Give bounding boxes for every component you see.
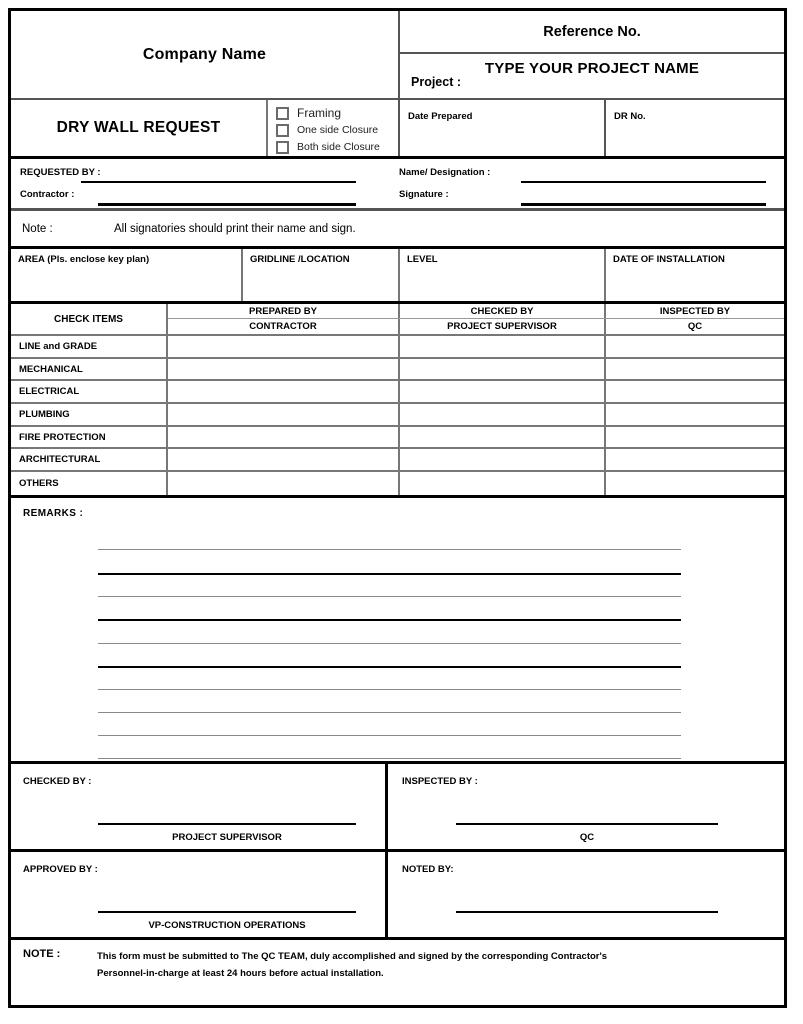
prepared-by-header: [168, 304, 400, 318]
cell-checked-by[interactable]: [400, 336, 606, 357]
checked-by-label: CHECKED BY :: [23, 775, 92, 787]
signatories-note-row: [11, 211, 784, 249]
reference-no-cell[interactable]: [400, 11, 784, 54]
remarks-line[interactable]: [98, 549, 681, 550]
form-title-cell: [11, 100, 268, 156]
check-items-header-groups: [168, 304, 784, 334]
remarks-line[interactable]: [98, 596, 681, 597]
cell-inspected-by[interactable]: [606, 427, 784, 448]
remarks-block[interactable]: [11, 498, 784, 764]
check-items-header-top-row: [168, 304, 784, 319]
cell-inspected-by[interactable]: [606, 472, 784, 495]
name-designation-input-rule[interactable]: [521, 181, 766, 183]
closure-type-checkbox-group: [268, 100, 400, 156]
bottom-note-body: [97, 948, 607, 983]
check-items-table-header: [11, 304, 784, 336]
form-header: [11, 11, 784, 159]
checkbox-row-one-side-closure[interactable]: [276, 122, 398, 139]
noted-by-label: NOTED BY:: [402, 863, 454, 875]
check-item-name-label: ARCHITECTURAL: [19, 454, 101, 466]
checkbox-both-side-closure-icon[interactable]: [276, 141, 289, 154]
level-cell[interactable]: [400, 249, 606, 301]
qc-subheader: [606, 319, 784, 334]
gridline-location-cell[interactable]: [243, 249, 400, 301]
dr-no-cell[interactable]: [606, 100, 784, 156]
checkbox-one-side-closure-icon[interactable]: [276, 124, 289, 137]
table-row: [11, 336, 784, 359]
check-items-table: [11, 304, 784, 498]
check-item-name-label: MECHANICAL: [19, 363, 83, 375]
remarks-line[interactable]: [98, 573, 681, 575]
inspected-by-header: [606, 304, 784, 318]
area-label: AREA (Pls. enclose key plan): [18, 254, 150, 265]
project-supervisor-subheader: [400, 319, 606, 334]
check-item-name: [11, 472, 168, 495]
cell-prepared-by[interactable]: [168, 404, 400, 425]
company-name-cell: [11, 11, 400, 98]
checkbox-one-side-closure-label: One side Closure: [297, 124, 379, 136]
note-text: All signatories should print their name and sign.: [114, 222, 356, 235]
cell-inspected-by[interactable]: [606, 449, 784, 470]
contractor-label: Contractor :: [20, 189, 75, 200]
project-cell[interactable]: [400, 54, 784, 98]
approved-by-label: APPROVED BY :: [23, 863, 98, 875]
remarks-line[interactable]: [98, 689, 681, 690]
cell-prepared-by[interactable]: [168, 359, 400, 380]
project-name-value: TYPE YOUR PROJECT NAME: [484, 60, 700, 77]
note-label: Note :: [22, 222, 53, 235]
cell-prepared-by[interactable]: [168, 336, 400, 357]
check-items-column-header: [11, 304, 168, 334]
inspected-by-caption: QC: [579, 831, 595, 843]
check-item-name: [11, 381, 168, 402]
checkbox-both-side-closure-label: Both side Closure: [297, 141, 380, 153]
contractor-input-rule[interactable]: [98, 203, 356, 206]
area-cell[interactable]: [11, 249, 243, 301]
inspected-by-signature-rule[interactable]: [456, 823, 718, 825]
level-label: LEVEL: [407, 254, 438, 265]
check-item-name: [11, 336, 168, 357]
signature-input-rule[interactable]: [521, 203, 766, 206]
cell-prepared-by[interactable]: [168, 472, 400, 495]
contractor-subheader: [168, 319, 400, 334]
requested-by-block: [11, 159, 784, 211]
table-row: [11, 381, 784, 404]
table-row: [11, 359, 784, 382]
remarks-line[interactable]: [98, 712, 681, 713]
dr-no-label: DR No.: [614, 111, 646, 122]
remarks-label: REMARKS :: [23, 507, 84, 519]
project-label: Project :: [411, 75, 462, 89]
form-title: DRY WALL REQUEST: [56, 119, 221, 136]
table-row: [11, 404, 784, 427]
remarks-line[interactable]: [98, 643, 681, 644]
checked-by-header: [400, 304, 606, 318]
checked-by-block[interactable]: [11, 764, 388, 849]
cell-checked-by[interactable]: [400, 449, 606, 470]
noted-by-signature-rule[interactable]: [456, 911, 718, 913]
name-designation-label: Name/ Designation :: [399, 167, 491, 178]
bottom-note-line-1: This form must be submitted to The QC TEAM, duly accomplished and signed by the corresponding Contractor's: [97, 950, 608, 962]
approved-by-signature-rule[interactable]: [98, 911, 356, 913]
check-item-name-label: PLUMBING: [19, 408, 70, 420]
table-row: [11, 472, 784, 495]
remarks-line[interactable]: [98, 758, 681, 759]
checked-by-caption: PROJECT SUPERVISOR: [172, 831, 282, 843]
inspected-by-header-label: INSPECTED BY: [659, 305, 731, 317]
requested-by-label: REQUESTED BY :: [20, 167, 101, 178]
cell-prepared-by[interactable]: [168, 449, 400, 470]
cell-inspected-by[interactable]: [606, 359, 784, 380]
cell-checked-by[interactable]: [400, 381, 606, 402]
form-title-row: [11, 98, 784, 156]
approved-by-block[interactable]: [11, 852, 388, 937]
check-item-name: [11, 449, 168, 470]
table-row: [11, 449, 784, 472]
cell-prepared-by[interactable]: [168, 381, 400, 402]
area-info-row: [11, 249, 784, 304]
cell-checked-by[interactable]: [400, 359, 606, 380]
date-prepared-label: Date Prepared: [408, 111, 473, 122]
remarks-line[interactable]: [98, 619, 681, 621]
cell-inspected-by[interactable]: [606, 404, 784, 425]
checked-inspected-signature-block: [11, 764, 784, 852]
cell-checked-by[interactable]: [400, 427, 606, 448]
check-item-name: [11, 359, 168, 380]
date-of-installation-cell[interactable]: [606, 249, 784, 301]
checked-by-signature-rule[interactable]: [98, 823, 356, 825]
check-items-header-label: CHECK ITEMS: [54, 313, 123, 325]
bottom-note-block: [11, 940, 784, 983]
check-item-name: [11, 427, 168, 448]
check-item-name-label: LINE and GRADE: [19, 340, 98, 352]
qc-subheader-label: QC: [687, 321, 703, 333]
reference-no-label: Reference No.: [543, 23, 641, 40]
check-item-name: [11, 404, 168, 425]
cell-prepared-by[interactable]: [168, 427, 400, 448]
check-item-name-label: ELECTRICAL: [19, 386, 80, 398]
gridline-location-label: GRIDLINE /LOCATION: [250, 254, 350, 265]
noted-by-block[interactable]: [388, 852, 784, 937]
checkbox-row-framing[interactable]: [276, 105, 398, 122]
date-prepared-cell[interactable]: [400, 100, 606, 156]
remarks-line[interactable]: [98, 735, 681, 736]
signature-label: Signature :: [399, 189, 449, 200]
requested-by-input-rule[interactable]: [81, 181, 356, 183]
dry-wall-request-form: [8, 8, 787, 1008]
checkbox-framing-icon[interactable]: [276, 107, 289, 120]
company-name: Company Name: [142, 45, 267, 63]
inspected-by-label: INSPECTED BY :: [402, 775, 478, 787]
checkbox-row-both-side-closure[interactable]: [276, 139, 398, 156]
bottom-note-line-2: Personnel-in-charge at least 24 hours before actual installation.: [97, 968, 384, 980]
checkbox-framing-label: Framing: [297, 106, 342, 120]
cell-checked-by[interactable]: [400, 404, 606, 425]
check-item-name-label: FIRE PROTECTION: [19, 431, 106, 443]
cell-inspected-by[interactable]: [606, 381, 784, 402]
bottom-note-label: NOTE :: [23, 947, 61, 960]
remarks-line[interactable]: [98, 666, 681, 668]
check-items-header-bottom-row: [168, 319, 784, 334]
inspected-by-block[interactable]: [388, 764, 784, 849]
reference-project-column: [400, 11, 784, 98]
approved-noted-signature-block: [11, 852, 784, 940]
table-row: [11, 427, 784, 450]
cell-checked-by[interactable]: [400, 472, 606, 495]
date-of-installation-label: DATE OF INSTALLATION: [613, 254, 725, 265]
checked-by-header-label: CHECKED BY: [470, 305, 534, 317]
contractor-subheader-label: CONTRACTOR: [249, 321, 317, 333]
cell-inspected-by[interactable]: [606, 336, 784, 357]
prepared-by-header-label: PREPARED BY: [249, 305, 317, 317]
project-supervisor-subheader-label: PROJECT SUPERVISOR: [447, 321, 557, 333]
check-item-name-label: OTHERS: [19, 477, 59, 489]
approved-by-caption: VP-CONSTRUCTION OPERATIONS: [148, 919, 306, 931]
